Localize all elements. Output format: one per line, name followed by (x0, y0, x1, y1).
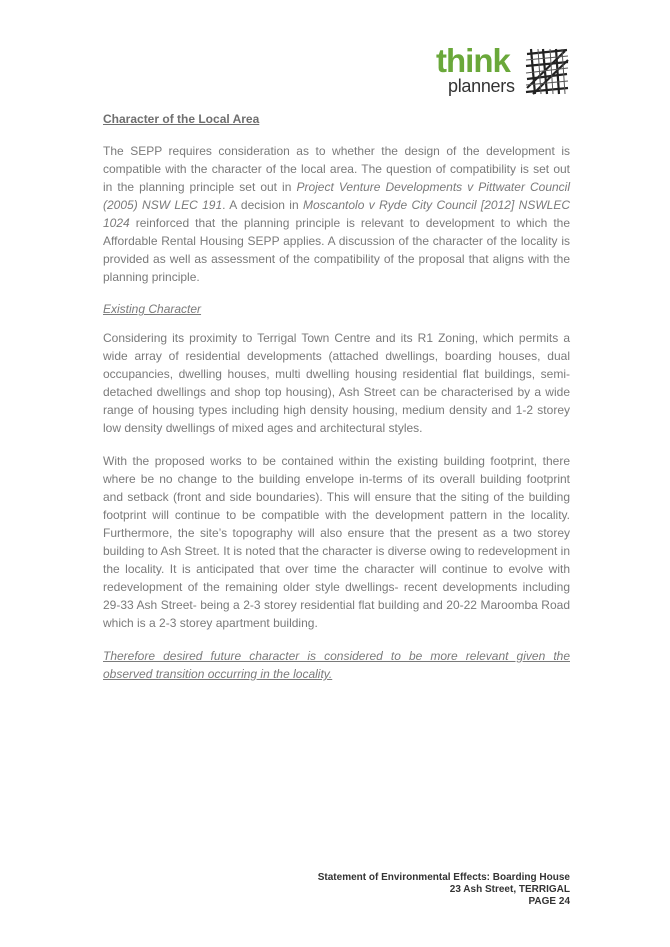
case-citation-moscantolo: Moscantolo v Ryde City Council [2012] NSWLEC 1024 (103, 198, 570, 230)
footer-address: 23 Ash Street, TERRIGAL (449, 884, 570, 895)
think-planners-logo (436, 44, 572, 100)
page-body (103, 111, 570, 698)
intro-text-1: The SEPP requires consideration as to whether the design of the development is compatible with the character of the local area. The question of compatibility is set out in the planning principle set out in (103, 144, 570, 194)
intro-text-3: reinforced that the planning principle is relevant to development to which the Affordable Rental Housing SEPP applies. A discussion of the character of the locality is provided as well as assessment of the compatibility of the proposal that aligns with the planning principle. (103, 216, 570, 284)
footer-page-number: PAGE 24 (528, 896, 570, 907)
paragraph-building-envelope: With the proposed works to be contained within the existing building footprint, there where be no change to the building envelope in-terms of its overall building footprint and setback (front and side boundaries). This will ensure that the siting of the building footprint will continue to be compatible with the development pattern in the locality. Furthermore, the site’s topography will also ensure that the present as a two storey building to Ash Street. It is noted that the character is diverse owing to redevelopment in the locality. It is anticipated that over time the character will continue to evolve with redevelopment of the remaining older style dwellings- recent developments including 29-33 Ash Street- being a 2-3 storey residential flat building and 20-22 Maroomba Road which is a 2-3 storey apartment building. (103, 454, 570, 630)
conclusion-paragraph: Therefore desired future character is considered to be more relevant given the observed transition occurring in the locality. (103, 649, 570, 681)
page-footer (318, 872, 570, 908)
paragraph-zoning: Considering its proximity to Terrigal Town Centre and its R1 Zoning, which permits a wide array of residential developments (attached dwellings, boarding houses, dual occupancies, dwelling houses, multi dwelling housing residential flat buildings, semi-detached dwellings and shop top housing), Ash Street can be characterised by a wide range of housing types including high density housing, medium density and 1-2 storey low density dwellings of mixed ages and architectural styles. (103, 331, 570, 435)
logo-word-think: think (436, 42, 510, 79)
case-citation-project-venture: Project Venture Developments v Pittwater Council (2005) NSW LEC 191 (103, 180, 570, 212)
section-heading: Character of the Local Area (103, 112, 260, 126)
logo-word-planners: planners (448, 76, 515, 96)
intro-text-2: . A decision in (222, 198, 304, 212)
footer-document-title: Statement of Environmental Effects: Boarding House (317, 872, 570, 883)
street-map-icon (525, 48, 569, 95)
intro-paragraph (103, 142, 570, 286)
subheading-existing-character: Existing Character (103, 302, 202, 316)
